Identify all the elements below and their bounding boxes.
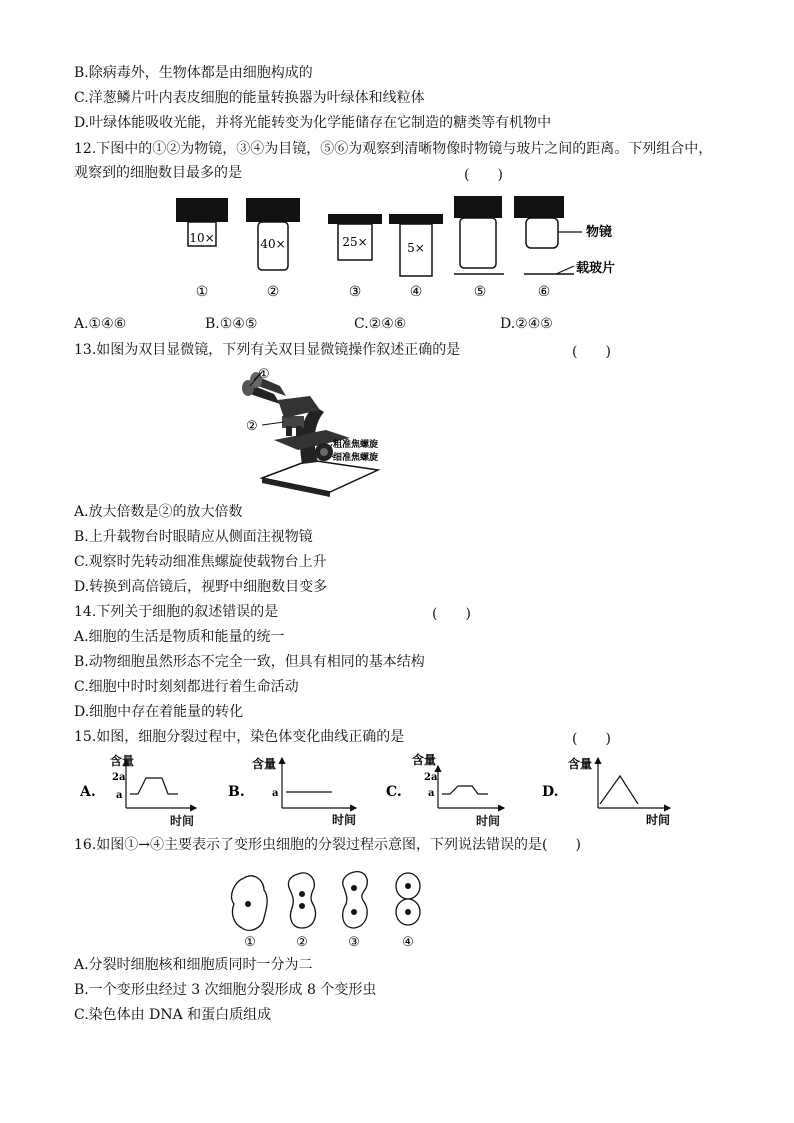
graph-d-letter: D. bbox=[542, 784, 559, 800]
q13-option-a: A.放大倍数是②的放大倍数 bbox=[74, 504, 243, 520]
graph-b-letter: B. bbox=[228, 784, 245, 800]
q14-stem: 14.下列关于细胞的叙述错误的是 bbox=[74, 604, 279, 620]
q13-answer-paren: ( ) bbox=[572, 344, 611, 360]
q16-stem: 16.如图①→④主要表示了变形虫细胞的分裂过程示意图，下列说法错误的是( ) bbox=[74, 837, 581, 853]
graph-a-letter: A. bbox=[80, 784, 96, 800]
amoeba-num-2: ② bbox=[296, 935, 308, 950]
objective-lens-10x bbox=[176, 198, 228, 246]
graph-c-tick-2a: 2a bbox=[424, 772, 438, 783]
q12-lens-figure bbox=[160, 190, 640, 305]
amoeba-division-figure bbox=[220, 866, 430, 952]
q14-option-b: B.动物细胞虽然形态不完全一致，但具有相同的基本结构 bbox=[74, 654, 425, 670]
q13-option-b: B.上升载物台时眼睛应从侧面注视物镜 bbox=[74, 529, 313, 545]
lens-distance-5 bbox=[454, 196, 504, 274]
amoeba-num-3: ③ bbox=[348, 935, 360, 950]
q12-stem-line2: 观察到的细胞数目最多的是 bbox=[74, 165, 242, 181]
fine-focus-label: 细准焦螺旋 bbox=[333, 453, 379, 463]
q16-option-c: C.染色体由 DNA 和蛋白质组成 bbox=[74, 1007, 272, 1023]
fig-num-6: ⑥ bbox=[537, 284, 551, 300]
graph-a-ylabel: 含量 bbox=[110, 754, 135, 768]
graph-d-xlabel: 时间 bbox=[646, 813, 671, 827]
graph-a-xlabel: 时间 bbox=[170, 814, 195, 828]
q15-stem: 15.如图，细胞分裂过程中，染色体变化曲线正确的是 bbox=[74, 729, 405, 745]
q12-option-d: D.②④⑤ bbox=[500, 316, 553, 332]
lens-distance-6 bbox=[514, 196, 574, 274]
q12-answer-paren: ( ) bbox=[464, 167, 503, 183]
eyepiece-25x bbox=[328, 214, 382, 260]
q14-answer-paren: ( ) bbox=[432, 606, 471, 622]
mag-label-3: 25× bbox=[342, 235, 368, 249]
q12-option-a: A.①④⑥ bbox=[74, 316, 127, 332]
objective-lens-40x bbox=[246, 198, 300, 270]
graph-c-xlabel: 时间 bbox=[476, 814, 501, 828]
microscope-figure bbox=[240, 360, 400, 498]
q15-answer-paren: ( ) bbox=[572, 731, 611, 747]
mag-label-1: 10× bbox=[189, 231, 215, 245]
microscope-label-1: ① bbox=[258, 367, 270, 382]
amoeba-num-4: ④ bbox=[402, 935, 414, 950]
graph-d-ylabel: 含量 bbox=[568, 757, 593, 771]
q12-option-c: C.②④⑥ bbox=[354, 316, 407, 332]
graph-b-tick-a: a bbox=[272, 788, 279, 799]
graph-c-ylabel: 含量 bbox=[412, 753, 437, 767]
fig-num-1: ① bbox=[195, 284, 209, 300]
graph-c-letter: C. bbox=[386, 784, 402, 800]
graph-d bbox=[542, 756, 670, 827]
graph-c-tick-a: a bbox=[428, 788, 435, 799]
eyepiece-5x bbox=[389, 214, 443, 276]
q13-stem: 13.如图为双目显微镜，下列有关双目显微镜操作叙述正确的是 bbox=[74, 342, 461, 358]
q15-graphs bbox=[74, 752, 684, 830]
q12-stem-line1: 12.下图中的①②为物镜，③④为目镜，⑤⑥为观察到清晰物像时物镜与玻片之间的距离。下列组合中， bbox=[74, 141, 713, 157]
q13-option-d: D.转换到高倍镜后，视野中细胞数目变多 bbox=[74, 579, 328, 595]
q16-option-b: B.一个变形虫经过 3 次细胞分裂形成 8 个变形虫 bbox=[74, 982, 377, 998]
fig-num-2: ② bbox=[266, 284, 280, 300]
graph-b-xlabel: 时间 bbox=[332, 813, 357, 827]
graph-a-tick-2a: 2a bbox=[112, 772, 126, 783]
graph-a-tick-a: a bbox=[116, 790, 123, 801]
q11-option-b: B.除病毒外，生物体都是由细胞构成的 bbox=[74, 65, 313, 81]
fig-num-3: ③ bbox=[348, 284, 362, 300]
q14-option-c: C.细胞中时时刻刻都进行着生命活动 bbox=[74, 679, 299, 695]
label-slide: 载玻片 bbox=[576, 261, 616, 276]
microscope-label-2: ② bbox=[246, 419, 258, 434]
graph-b-ylabel: 含量 bbox=[252, 757, 277, 771]
q12-option-b: B.①④⑤ bbox=[205, 316, 258, 332]
mag-label-4: 5× bbox=[407, 241, 425, 255]
fig-num-5: ⑤ bbox=[473, 284, 487, 300]
fig-num-4: ④ bbox=[409, 284, 423, 300]
graph-c bbox=[386, 752, 504, 808]
graph-a bbox=[79, 760, 196, 808]
q11-option-d: D.叶绿体能吸收光能，并将光能转变为化学能储存在它制造的糖类等有机物中 bbox=[74, 115, 552, 131]
q14-option-a: A.细胞的生活是物质和能量的统一 bbox=[74, 629, 285, 645]
q16-option-a: A.分裂时细胞核和细胞质同时一分为二 bbox=[74, 957, 313, 973]
q13-option-c: C.观察时先转动细准焦螺旋使载物台上升 bbox=[74, 554, 327, 570]
q11-option-c: C.洋葱鳞片叶内表皮细胞的能量转换器为叶绿体和线粒体 bbox=[74, 90, 425, 106]
q14-option-d: D.细胞中存在着能量的转化 bbox=[74, 704, 244, 720]
label-objective: 物镜 bbox=[586, 225, 613, 240]
coarse-focus-label: 粗准焦螺旋 bbox=[333, 440, 379, 450]
graph-b bbox=[228, 756, 356, 827]
mag-label-2: 40× bbox=[260, 237, 286, 251]
amoeba-num-1: ① bbox=[244, 935, 256, 950]
